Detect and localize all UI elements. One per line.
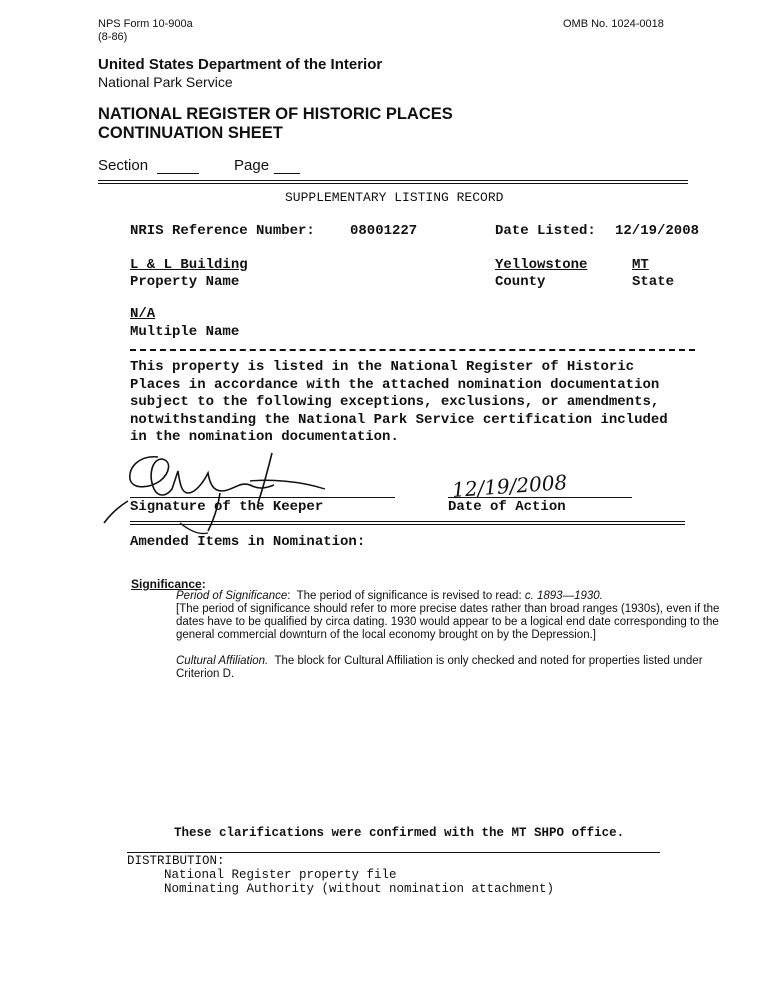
header-divider (98, 180, 688, 184)
property-name-label: Property Name (130, 274, 240, 290)
amended-divider (130, 521, 685, 525)
handwritten-date: 12/19/2008 (451, 470, 568, 502)
period-label: Period of Significance (176, 590, 288, 602)
date-of-action-label: Date of Action (448, 499, 566, 515)
state-value: MT (632, 257, 649, 273)
statement-line: Places in accordance with the attached nomination documentation (130, 376, 660, 393)
nris-value: 08001227 (350, 223, 418, 239)
record-divider (130, 349, 695, 351)
page-label: Page (234, 157, 270, 174)
statement-line: subject to the following exceptions, exclusions, or amendments, (130, 394, 660, 410)
county-value: Yellowstone (495, 257, 588, 273)
period-value: c. 1893—1930. (524, 590, 603, 602)
date-line (448, 497, 632, 498)
form-date: (8-86) (98, 31, 128, 43)
cultural-label: Cultural Affiliation. (176, 655, 269, 667)
signature-line (130, 497, 395, 498)
amended-items-label: Amended Items in Nomination: (130, 534, 366, 550)
multiple-name-value: N/A (130, 306, 156, 322)
cultural-text: The block for Cultural Affiliation is only checked and noted for properties listed under Criterion D. (176, 655, 703, 681)
signature-label: Signature of the Keeper (130, 499, 324, 515)
omb-number: OMB No. 1024-0018 (563, 18, 664, 30)
agency-name: National Park Service (98, 74, 233, 90)
distribution-item: National Register property file (164, 868, 397, 882)
statement-line: notwithstanding the National Park Service certification included (130, 411, 668, 428)
statement-line: in the nomination documentation. (130, 429, 399, 445)
department-name: United States Department of the Interior (98, 56, 383, 73)
state-label: State (632, 274, 675, 290)
section-label: Section (98, 157, 149, 174)
period-note: [The period of significance should refer to more precise dates rather than broad ranges (1930s), even if the dates have to be qualified by circa dating. 1930 would appear to be a logical end date corresponding to the general commercial downturn of the local economy brought on by the Depression.] (176, 603, 720, 642)
date-listed-value: 12/19/2008 (615, 223, 700, 239)
listing-statement (130, 359, 668, 447)
form-number: NPS Form 10-900a (98, 18, 193, 30)
record-heading: SUPPLEMENTARY LISTING RECORD (285, 190, 504, 205)
date-listed-label: Date Listed: (495, 223, 596, 239)
page-blank (274, 173, 300, 174)
clarification-note: These clarifications were confirmed with the MT SHPO office. (174, 826, 625, 840)
nris-label: NRIS Reference Number: (130, 223, 315, 239)
statement-line: This property is listed in the National Register of Historic (130, 359, 635, 375)
form-title-line2: CONTINUATION SHEET (98, 124, 283, 142)
period-text: The period of significance is revised to read: (296, 590, 522, 602)
distribution-divider (127, 852, 660, 853)
form-title-line1: NATIONAL REGISTER OF HISTORIC PLACES (98, 105, 453, 123)
distribution-label: DISTRIBUTION: (127, 854, 225, 868)
county-label: County (495, 274, 546, 290)
significance-heading: Significance: (131, 577, 206, 591)
cultural-affiliation (176, 655, 724, 681)
distribution-item: Nominating Authority (without nomination attachment) (164, 882, 555, 896)
multiple-name-label: Multiple Name (130, 324, 240, 340)
period-of-significance: Period of Significance: The period of significance is revised to read: c. 1893—1930. (176, 590, 603, 602)
property-name-value: L & L Building (130, 257, 248, 273)
section-blank (157, 173, 199, 174)
